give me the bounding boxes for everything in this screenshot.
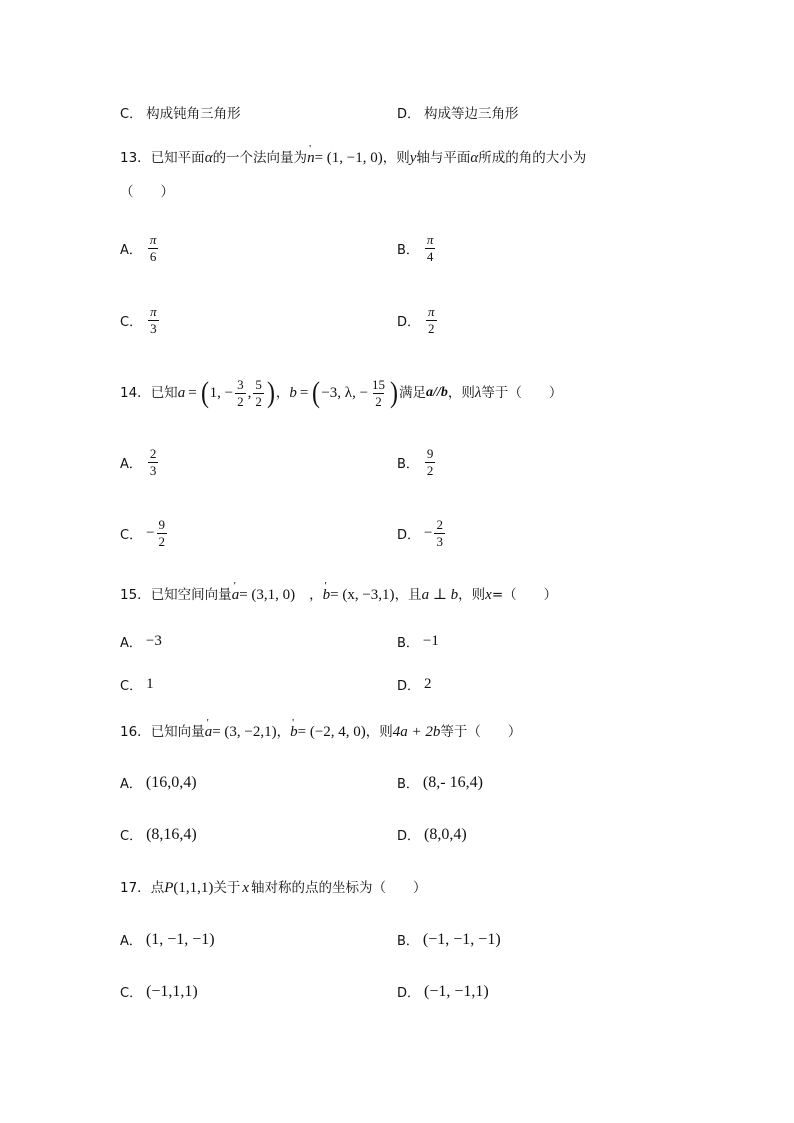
q16-option-b: [397, 773, 483, 792]
stem-text: 点: [150, 880, 165, 896]
option-label: B．: [397, 243, 419, 258]
numerator: 2: [149, 446, 157, 461]
vector-component: −3, λ, −: [321, 385, 369, 401]
numerator: 9: [158, 517, 166, 532]
answer-blank: （ ）: [120, 184, 174, 200]
equals-sign: =: [188, 385, 197, 401]
option-label: C．: [120, 106, 143, 122]
option-value: (−1, −1, −1): [422, 930, 501, 948]
numerator: 15: [372, 376, 386, 392]
vector-component: 1, −: [209, 385, 234, 401]
q17-stem: [120, 878, 427, 898]
perpendicular-condition: a ⊥ b: [421, 587, 459, 603]
option-label: C．: [120, 986, 143, 1001]
stem-text: ，则: [458, 587, 486, 603]
lambda-symbol: λ: [474, 385, 482, 401]
numerator: 9: [426, 446, 434, 461]
option-label: D．: [397, 528, 421, 543]
q12-option-d: [397, 102, 519, 122]
condition-parallel: a//b: [426, 385, 448, 400]
numerator: π: [150, 304, 157, 319]
option-label: B．: [397, 636, 419, 651]
option-value: (−1, −1,1): [424, 982, 489, 1000]
x-axis-symbol: x: [242, 880, 250, 896]
question-number: 13．: [120, 150, 151, 166]
option-label: C．: [120, 315, 143, 330]
stem-text: ，则: [382, 150, 410, 166]
numerator: 2: [436, 517, 443, 532]
point-p: P: [164, 880, 174, 896]
y-axis-symbol: y: [409, 150, 417, 166]
stem-text: ，: [275, 385, 290, 401]
stem-text: 关于: [213, 880, 241, 896]
q15-option-a: [120, 632, 162, 651]
option-label: D．: [397, 679, 421, 694]
vector-a: ' a: [232, 585, 240, 605]
option-value: −3: [145, 633, 162, 649]
option-label: B．: [397, 457, 419, 472]
denominator: 4: [426, 249, 434, 264]
q17-option-d: [397, 982, 489, 1001]
vector-value: = (x, −3,1): [330, 587, 395, 603]
q14-stem: [120, 376, 562, 410]
option-value: (8,0,4): [424, 825, 467, 843]
question-number: 15．: [120, 587, 151, 603]
sign: −: [146, 525, 155, 541]
q15-stem: [120, 585, 557, 605]
sign: −: [424, 525, 433, 541]
denominator: 6: [149, 249, 157, 264]
denominator: 3: [149, 463, 157, 478]
option-label: A．: [120, 934, 142, 949]
q13-option-c: [120, 305, 161, 336]
fraction: [157, 518, 168, 549]
separator: ,: [247, 385, 252, 401]
q13-answer-paren: [120, 182, 174, 202]
option-value: 1: [146, 676, 154, 692]
stem-text: 等于（ ）: [440, 724, 522, 740]
q15-option-d: [397, 675, 432, 694]
stem-text: 已知向量: [150, 724, 205, 740]
q14-option-d: [397, 518, 447, 549]
q15-option-c: [120, 675, 154, 694]
vector-expression: 4a + 2b: [392, 724, 441, 740]
question-number: 16．: [120, 724, 151, 740]
q16-option-c: [120, 825, 197, 844]
left-paren: (: [312, 376, 321, 409]
vector-value: = (3,1, 0): [239, 587, 296, 603]
denominator: 2: [426, 463, 434, 478]
stem-text: 所成的角的大小为: [478, 150, 587, 166]
q13-option-b: [397, 233, 437, 264]
numerator: π: [149, 232, 157, 247]
q14-option-c: [120, 518, 169, 549]
numerator: 3: [237, 376, 244, 392]
fraction: [425, 233, 436, 264]
left-paren: (: [200, 376, 209, 409]
denominator: 2: [158, 534, 166, 549]
option-value: (8,16,4): [146, 825, 197, 843]
option-label: A．: [120, 777, 142, 792]
stem-text: 等于（ ）: [481, 385, 563, 401]
denominator: 2: [428, 321, 435, 336]
denominator: 3: [150, 321, 157, 336]
option-value: −1: [422, 633, 439, 649]
option-label: D．: [397, 106, 421, 122]
q12-option-c: [120, 102, 241, 122]
stem-text: 轴与平面: [416, 150, 471, 166]
right-paren: ): [390, 376, 399, 409]
point-coordinates: (1,1,1): [173, 880, 214, 896]
stem-text: ，: [276, 724, 291, 740]
q17-option-b: [397, 930, 501, 949]
q17-option-c: [120, 982, 198, 1001]
numerator: 5: [255, 376, 262, 392]
option-text: 构成钝角三角形: [146, 106, 241, 122]
denominator: 2: [237, 393, 244, 409]
stem-text: 已知: [150, 385, 178, 401]
vector-value: = (−2, 4, 0): [297, 724, 366, 740]
stem-text: ，且: [394, 587, 422, 603]
option-label: C．: [120, 528, 143, 543]
q13-option-d: [397, 305, 439, 336]
option-label: C．: [120, 829, 143, 844]
stem-text: =（ ）: [491, 587, 558, 603]
denominator: 2: [255, 393, 262, 409]
option-text: 构成等边三角形: [424, 106, 519, 122]
fraction: [148, 305, 159, 336]
question-number: 14．: [120, 385, 151, 401]
vector-b: ' b: [290, 722, 298, 742]
vector-b: ' b: [323, 585, 331, 605]
x-variable: x: [485, 587, 492, 603]
right-paren: ): [266, 376, 275, 409]
option-label: B．: [397, 777, 419, 792]
denominator: 3: [436, 534, 443, 549]
equals-sign: =: [299, 385, 309, 401]
option-label: A．: [120, 457, 142, 472]
stem-text: 已知空间向量: [150, 587, 232, 603]
option-value: (1, −1, −1): [145, 930, 215, 948]
option-value: 2: [424, 676, 432, 692]
q16-option-a: [120, 773, 197, 792]
fraction: [148, 447, 159, 478]
option-label: A．: [120, 243, 142, 258]
question-number: 17．: [120, 880, 151, 896]
stem-text: 轴对称的点的坐标为（ ）: [251, 880, 427, 896]
option-label: A．: [120, 636, 142, 651]
vector-n: ' n: [307, 148, 315, 168]
q16-stem: [120, 722, 521, 742]
vector-value: = (3, −2,1): [212, 724, 277, 740]
fraction: [148, 233, 159, 264]
option-label: D．: [397, 986, 421, 1001]
option-value: (−1,1,1): [146, 982, 198, 1000]
option-label: B．: [397, 934, 419, 949]
option-value: (8,- 16,4): [422, 773, 483, 791]
fraction: [425, 447, 436, 478]
q14-option-a: [120, 447, 160, 478]
stem-text: ，则: [447, 385, 475, 401]
q13-stem: [120, 148, 586, 168]
q13-option-a: [120, 233, 160, 264]
vector-value: = (1, −1, 0): [314, 150, 383, 166]
q15-option-b: [397, 632, 439, 651]
vector-b: b: [289, 385, 297, 401]
denominator: 2: [375, 393, 382, 409]
alpha-symbol: α: [204, 150, 213, 166]
numerator: π: [426, 232, 434, 247]
fraction: [426, 305, 437, 336]
q16-option-d: [397, 825, 467, 844]
fraction: [235, 378, 246, 409]
stem-text: 满足: [399, 385, 427, 401]
fraction: [370, 378, 387, 409]
vector-a: ' a: [205, 722, 213, 742]
numerator: π: [428, 304, 435, 319]
alpha-symbol: α: [470, 150, 479, 166]
option-label: D．: [397, 829, 421, 844]
vector-a: a: [177, 385, 186, 401]
stem-text: ，: [309, 587, 323, 603]
fraction: [253, 378, 264, 409]
stem-text: 已知平面: [150, 150, 205, 166]
stem-text: ，则: [365, 724, 393, 740]
option-value: (16,0,4): [145, 773, 197, 791]
q14-option-b: [397, 447, 437, 478]
q17-option-a: [120, 930, 215, 949]
fraction: [434, 518, 445, 549]
option-label: D．: [397, 315, 421, 330]
option-label: C．: [120, 679, 143, 694]
stem-text: 的一个法向量为: [212, 150, 308, 166]
